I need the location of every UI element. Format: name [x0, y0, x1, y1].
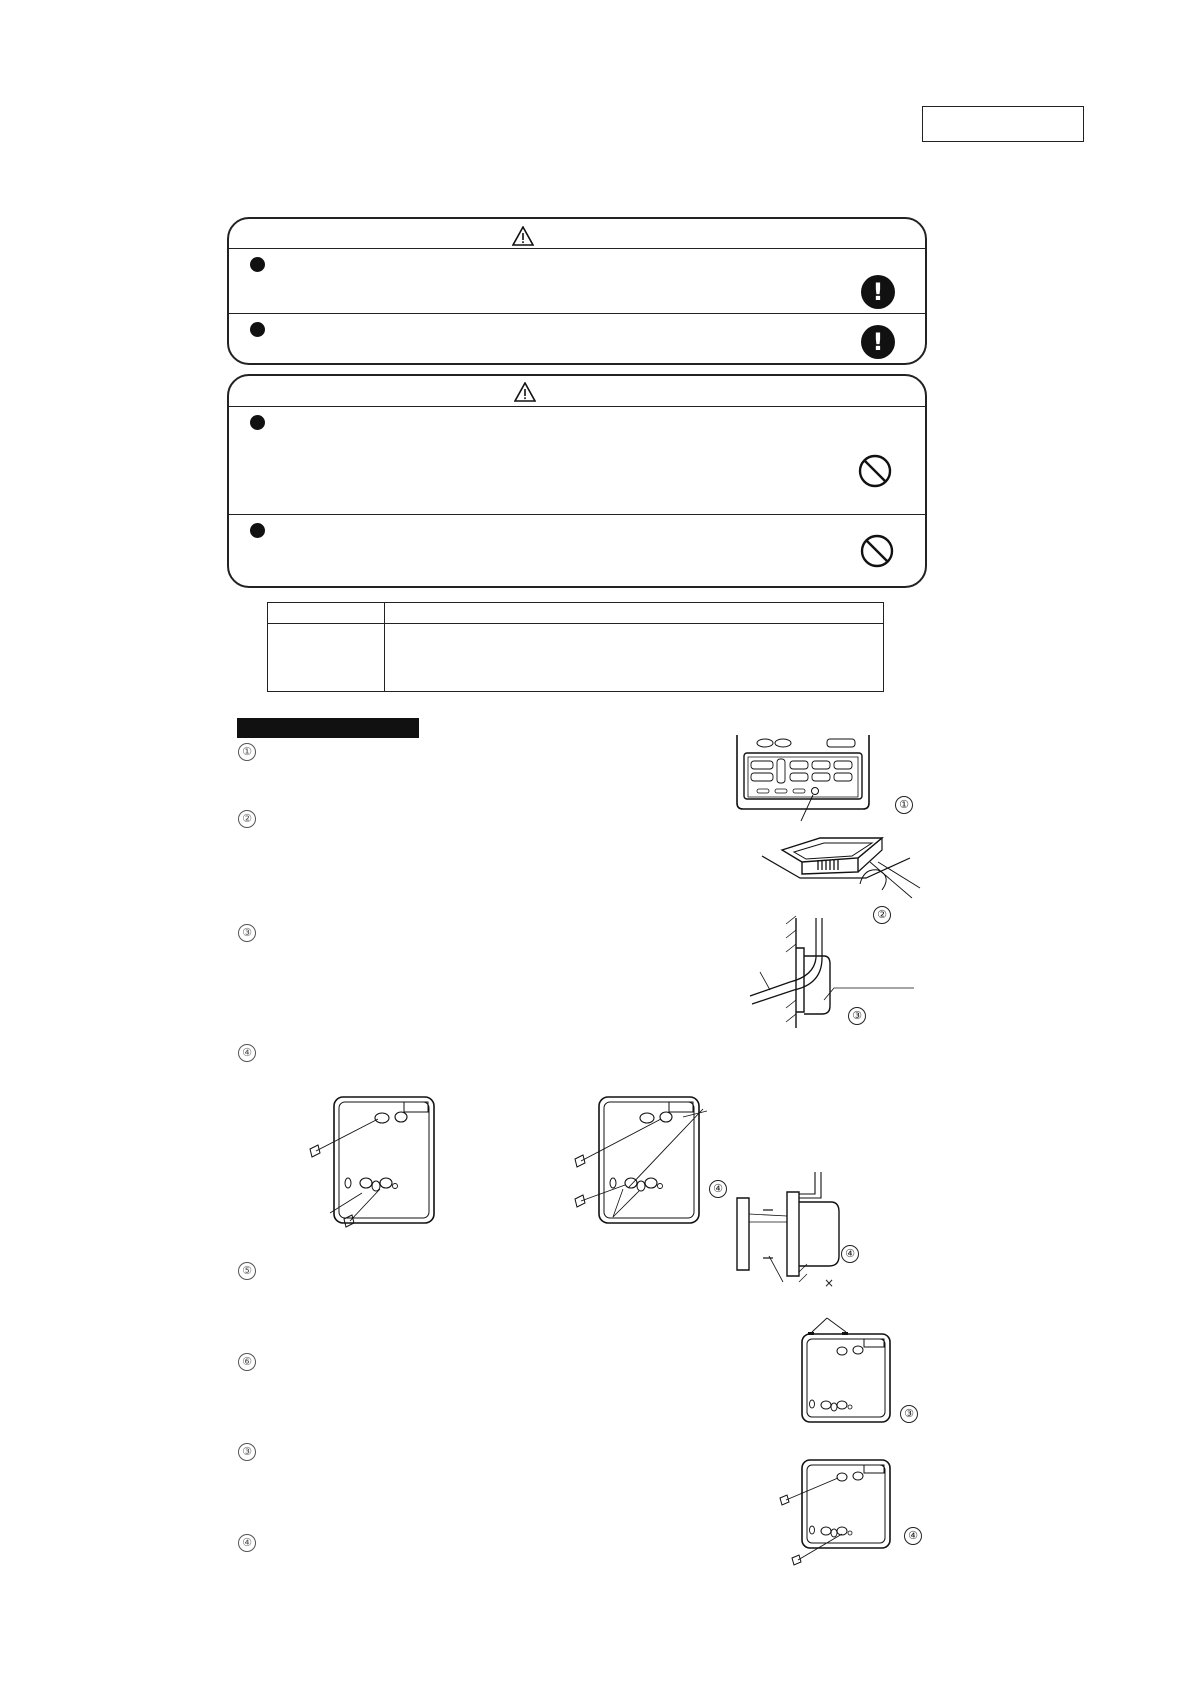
bullet: [250, 257, 265, 272]
mandatory-exclamation-icon: !: [861, 275, 895, 309]
controller-perspective-figure: [760, 838, 920, 916]
base-plate-screws-figure-left: [300, 1095, 445, 1235]
multiply-sign: ×: [824, 1276, 835, 1290]
controller-front-figure: [735, 735, 870, 835]
mandatory-exclamation-icon: !: [861, 325, 895, 359]
figure-label: ②: [873, 906, 891, 924]
warning-panel: [227, 217, 927, 365]
base-plate-markers-figure: [800, 1318, 892, 1424]
warning-triangle-icon: [512, 226, 534, 246]
step-marker: ①: [238, 743, 256, 761]
step-marker: ⑤: [238, 1262, 256, 1280]
figure-label: ③: [848, 1007, 866, 1025]
base-plate-final-figure: [778, 1458, 894, 1568]
figure-label: ④: [841, 1245, 859, 1263]
figure-label: ④: [709, 1180, 727, 1198]
step-marker: ③: [238, 1443, 256, 1461]
warning-triangle-icon: [514, 382, 536, 402]
section-heading-bar: [237, 718, 419, 738]
document-code-box: [922, 106, 1084, 142]
step-marker: ⑥: [238, 1353, 256, 1371]
step-marker: ③: [238, 924, 256, 942]
figure-label: ④: [904, 1527, 922, 1545]
step-marker: ④: [238, 1534, 256, 1552]
bullet: [250, 322, 265, 337]
caution-panel: [227, 374, 927, 588]
wall-mount-side-figure: [735, 1172, 855, 1290]
figure-label: ③: [900, 1405, 918, 1423]
figure-label: ①: [895, 796, 913, 814]
step-marker: ④: [238, 1044, 256, 1062]
cable-side-section-figure: [740, 918, 920, 1028]
prohibited-circle-icon: [858, 454, 892, 488]
bullet: [250, 415, 265, 430]
bullet: [250, 523, 265, 538]
prohibited-circle-icon: [860, 534, 894, 568]
base-plate-screws-figure-right: [565, 1095, 715, 1235]
spec-table: [267, 602, 884, 692]
step-marker: ②: [238, 810, 256, 828]
